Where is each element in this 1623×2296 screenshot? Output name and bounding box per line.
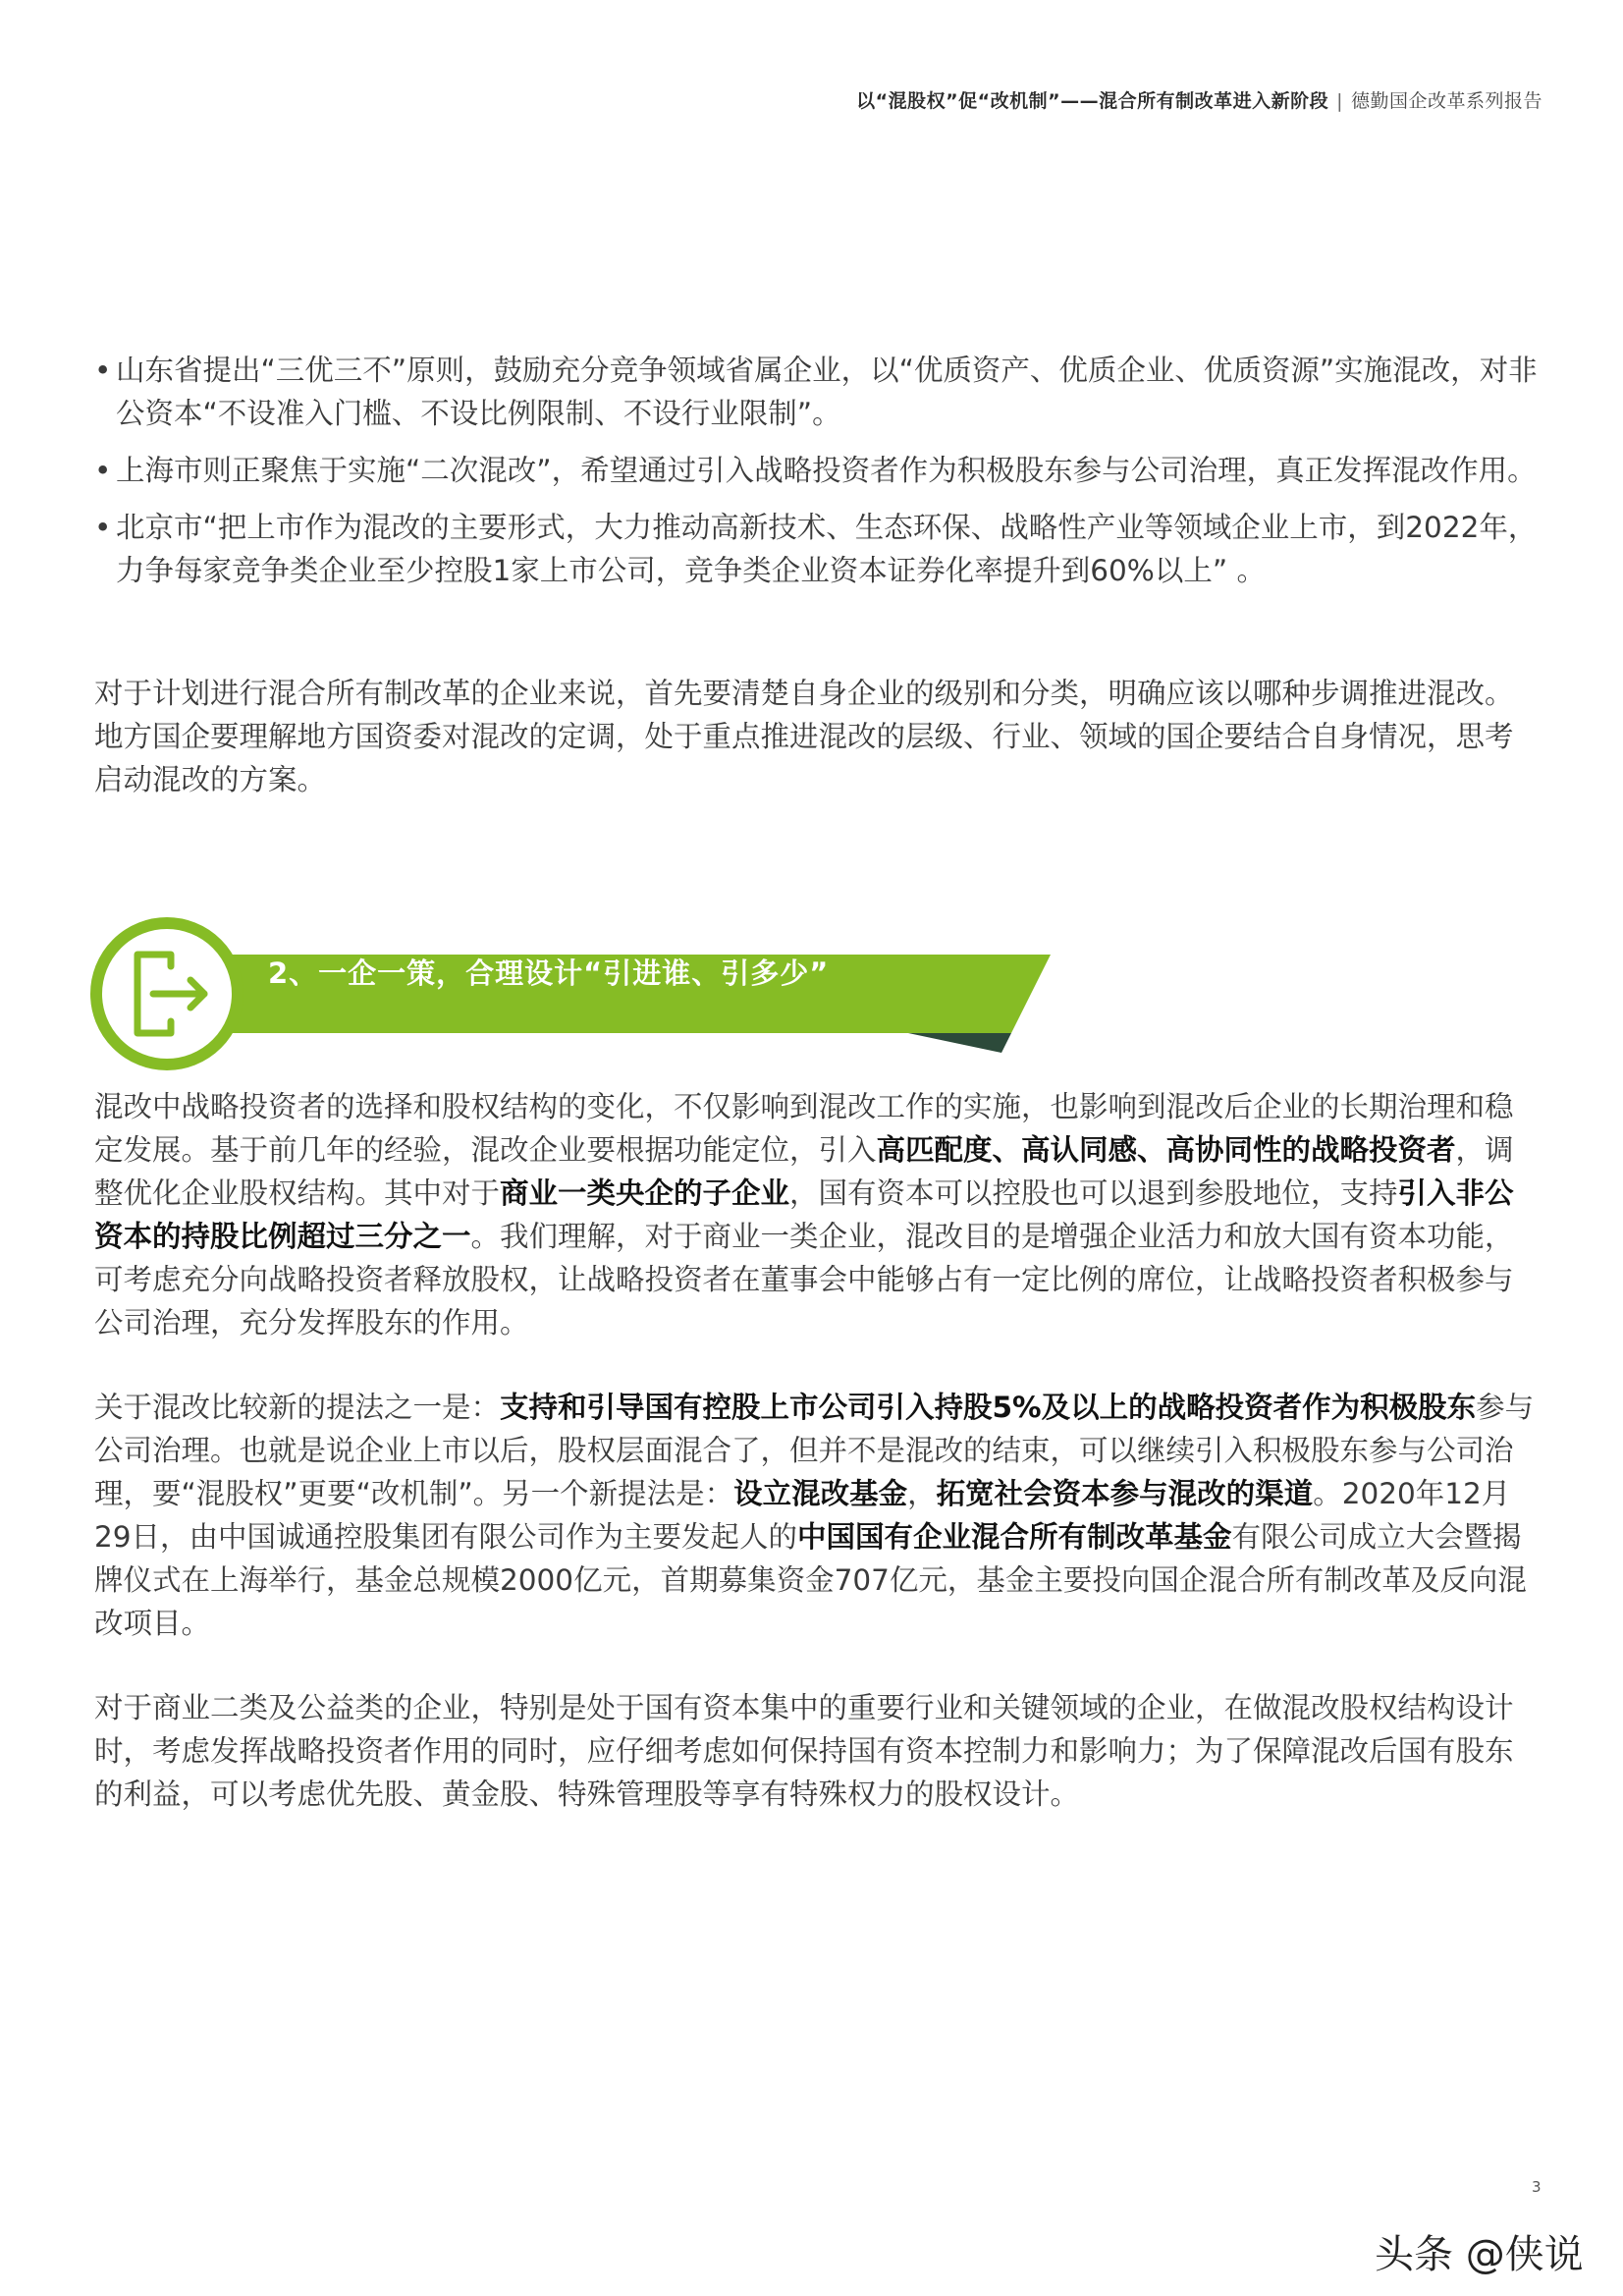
section-banner: [88, 905, 1060, 1072]
header-separator: |: [1336, 90, 1343, 112]
intro-paragraph: 对于计划进行混合所有制改革的企业来说，首先要清楚自身企业的级别和分类，明确应该以哪种步调推进混改。地方国企要理解地方国资委对混改的定调，处于重点推进混改的层级、行业、领域的国企要结合自身情况，思考启动混改的方案。: [94, 677, 1514, 796]
series-name: 德勤国企改革系列报告: [1350, 90, 1542, 112]
bullet-text: 上海市则正聚焦于实施“二次混改”，希望通过引入战略投资者作为积极股东参与公司治理，真正发挥混改作用。: [116, 454, 1537, 487]
report-title: 以“混股权”促“改机制”——混合所有制改革进入新阶段: [856, 90, 1329, 112]
page-header: [856, 86, 1542, 113]
bullet-item: [94, 349, 1538, 435]
emphasis: 拓宽社会资本参与混改的渠道: [936, 1477, 1314, 1510]
bullet-list: [94, 349, 1538, 606]
banner-fold: [908, 1033, 1011, 1053]
bullet-text: 山东省提出“三优三不”原则，鼓励充分竞争领域省属企业，以“优质资产、优质企业、优质资源”实施混改，对非公资本“不设准入门槛、不设比例限制、不设行业限制”。: [116, 354, 1538, 430]
page-number: 3: [1532, 2178, 1542, 2196]
emphasis: 设立混改基金: [733, 1477, 908, 1510]
watermark: 头条 @侠说: [1375, 2232, 1584, 2277]
paragraph-new-proposals: 关于混改比较新的提法之一是：支持和引导国有控股上市公司引入持股5%及以上的战略投资者作为积极股东参与公司治理。也就是说企业上市以后，股权层面混合了，但并不是混改的结束，可以继续引入积极股东参与公司治理，要“混股权”更要“改机制”。另一个新提法是：设立混改基金，拓宽社会资本参与混改的渠道。2020年12月29日，由中国诚通控股集团有限公司作为主要发起人的中国国有企业混合所有制改革基金有限公司成立大会暨揭牌仪式在上海举行，基金总规模2000亿元，首期募集资金707亿元，基金主要投向国企混合所有制改革及反向混改项目。: [94, 1391, 1535, 1640]
section-title: 2、一企一策，合理设计“引进谁、引多少”: [268, 957, 830, 990]
paragraph-special-shares: 对于商业二类及公益类的企业，特别是处于国有资本集中的重要行业和关键领域的企业，在做混改股权结构设计时，考虑发挥战略投资者作用的同时，应仔细考虑如何保持国有资本控制力和影响力；为了保障混改后国有股东的利益，可以考虑优先股、黄金股、特殊管理股等享有特殊权力的股权设计。: [94, 1691, 1514, 1811]
emphasis: 高匹配度、高认同感、高协同性的战略投资者: [876, 1133, 1456, 1167]
body-section: [94, 1085, 1538, 1857]
intro-paragraph-block: [94, 672, 1538, 843]
bullet-dot-icon: •: [94, 511, 112, 544]
bullet-dot-icon: •: [94, 454, 112, 487]
paragraph-investors: 混改中战略投资者的选择和股权结构的变化，不仅影响到混改工作的实施，也影响到混改后企业的长期治理和稳定发展。基于前几年的经验，混改企业要根据功能定位，引入高匹配度、高认同感、高协同性的战略投资者，调整优化企业股权结构。其中对于商业一类央企的子企业，国有资本可以控股也可以退到参股地位，支持引入非公资本的持股比例超过三分之一。我们理解，对于商业一类企业，混改目的是增强企业活力和放大国有资本功能，可考虑充分向战略投资者释放股权，让战略投资者在董事会中能够占有一定比例的席位，让战略投资者积极参与公司治理，充分发挥股东的作用。: [94, 1090, 1514, 1339]
bullet-item: [94, 506, 1538, 592]
emphasis: 商业一类央企的子企业: [500, 1176, 790, 1210]
emphasis: 引入非公资本的持股比例超过三分之一: [94, 1176, 1514, 1253]
emphasis: 支持和引导国有控股上市公司引入持股5%及以上的战略投资者作为积极股东: [500, 1391, 1477, 1424]
bullet-item: [94, 449, 1538, 492]
bullet-dot-icon: •: [94, 354, 112, 387]
emphasis: 中国国有企业混合所有制改革基金: [797, 1520, 1232, 1554]
bullet-text: 北京市“把上市作为混改的主要形式，大力推动高新技术、生态环保、战略性产业等领域企业上市，到2022年，力争每家竞争类企业至少控股1家上市公司，竞争类企业资本证券化率提升到60%以上” 。: [116, 511, 1538, 587]
